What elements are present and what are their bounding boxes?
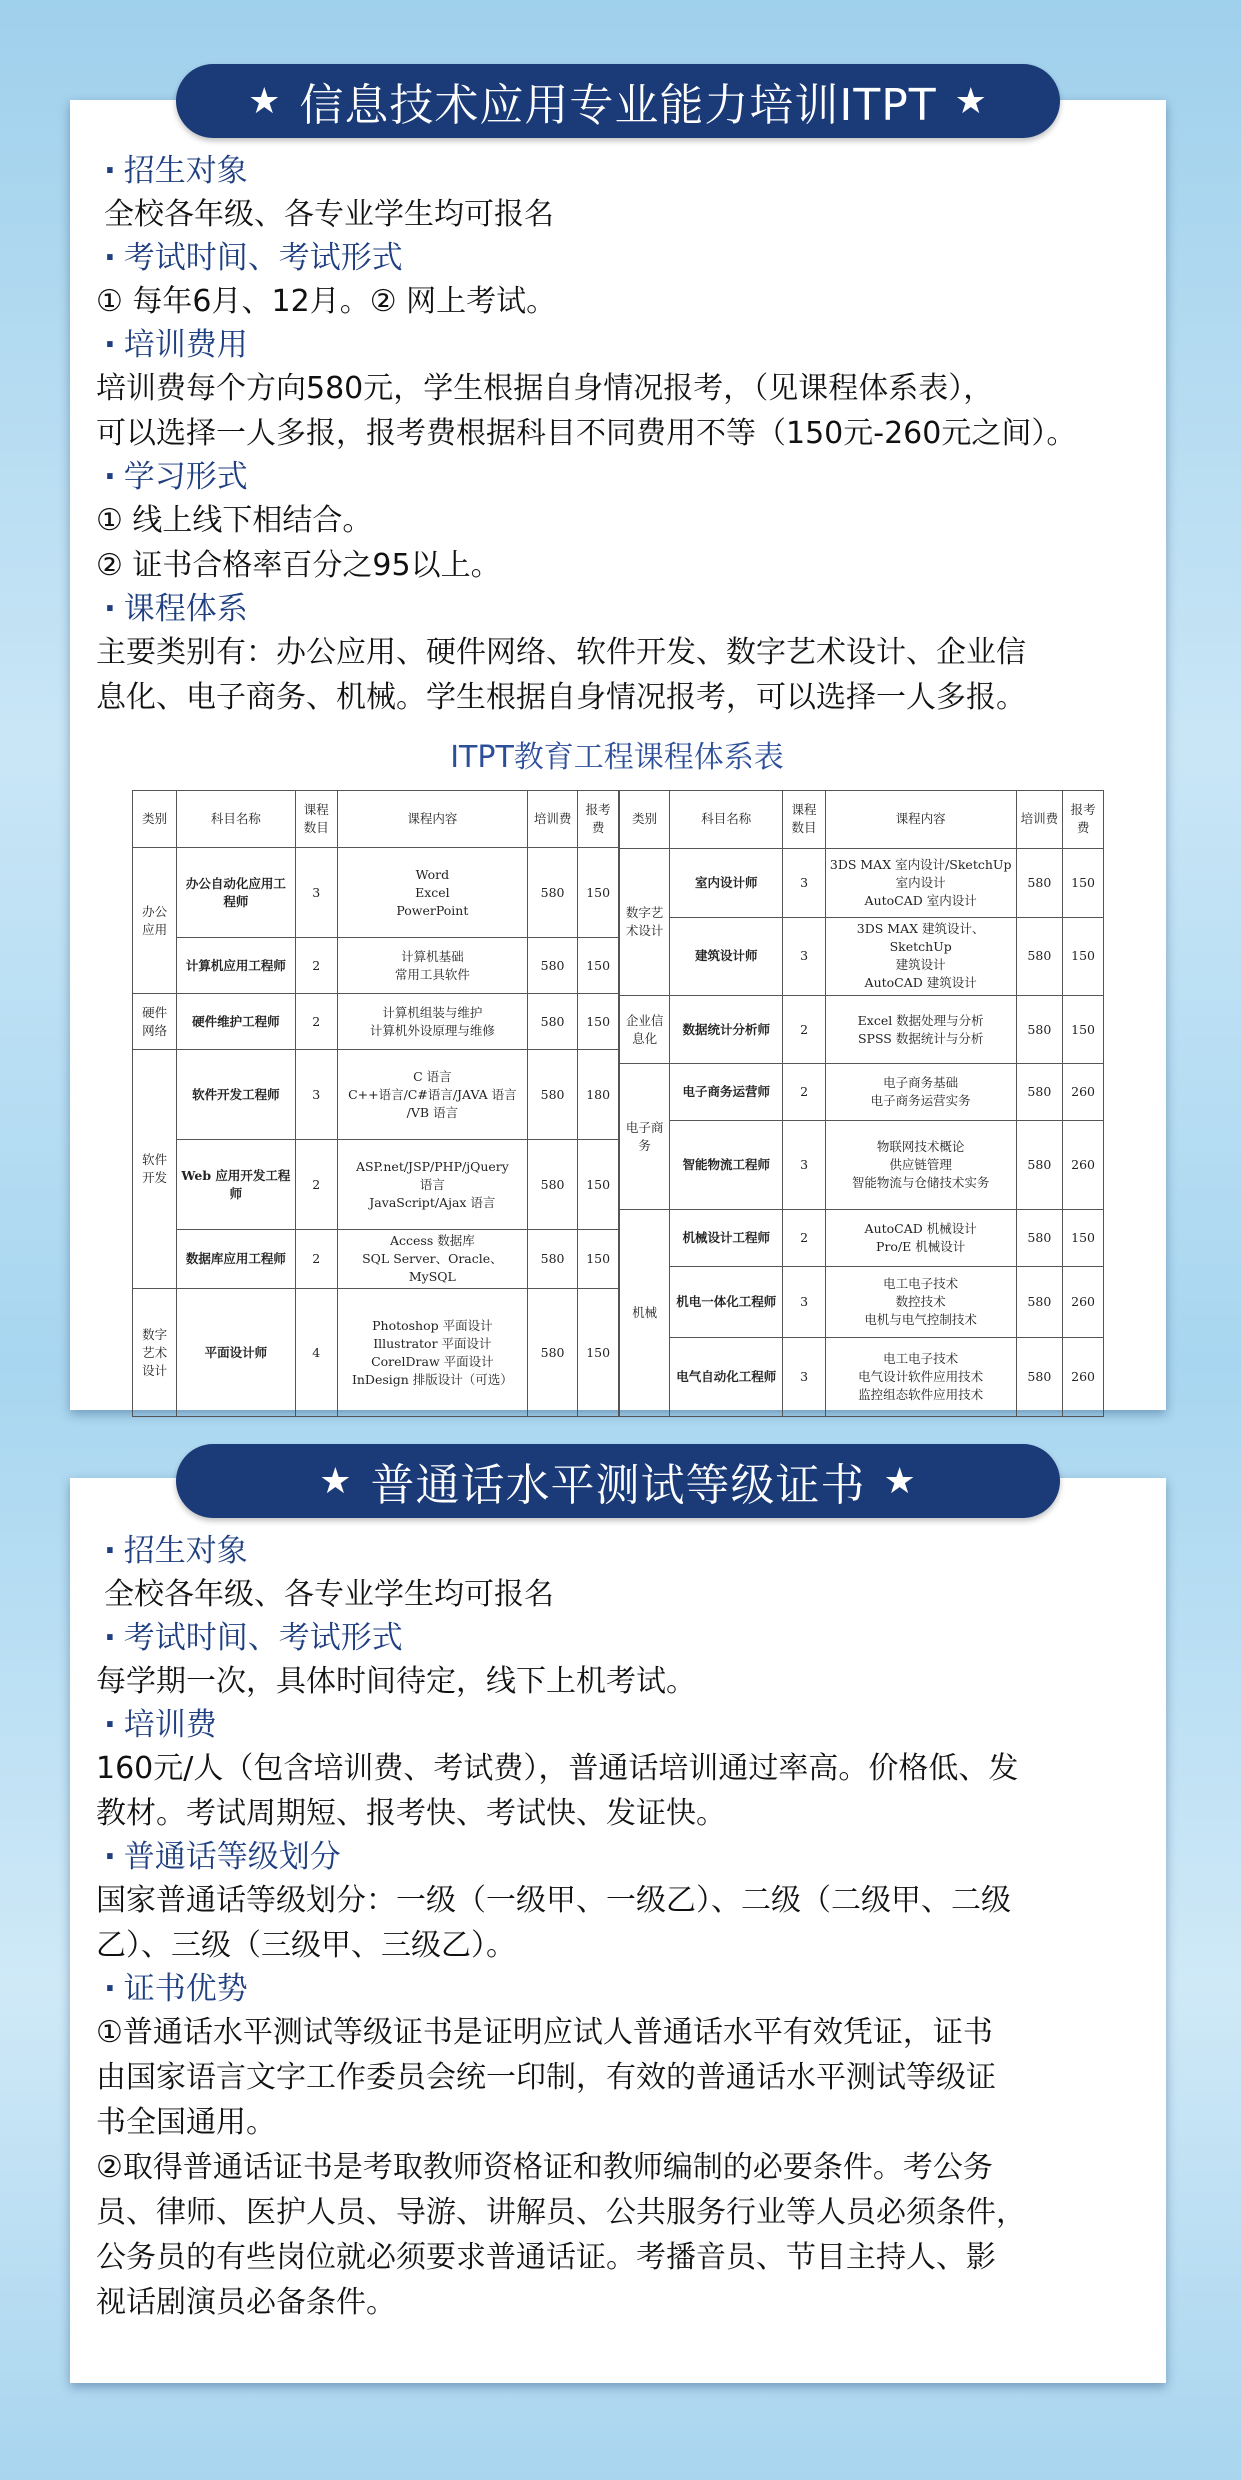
course-content-line: C++语言/C#语言/JAVA 语言 bbox=[348, 1086, 517, 1102]
section-heading: · 学习形式 bbox=[104, 456, 1138, 498]
course-name-cell: 智能物流工程师 bbox=[670, 1121, 783, 1210]
section-text-line: ① 线上线下相结合。 bbox=[96, 503, 373, 538]
section-text-line: ② 证书合格率百分之95以上。 bbox=[96, 548, 501, 583]
category-cell: 电子商务 bbox=[619, 1064, 669, 1210]
section-heading: · 招生对象 bbox=[104, 1530, 1138, 1572]
course-content-line: 电子商务基础 bbox=[883, 1075, 959, 1091]
course-name-cell: 电子商务运营师 bbox=[670, 1064, 783, 1121]
train-fee-cell: 580 bbox=[1016, 1210, 1063, 1267]
exam-fee-cell: 150 bbox=[578, 994, 619, 1050]
star-icon: ★ bbox=[883, 1460, 917, 1502]
table-row bbox=[619, 1267, 1103, 1338]
course-content-line: Illustrator 平面设计 bbox=[373, 1335, 492, 1351]
category-cell: 软件开发 bbox=[133, 1050, 177, 1289]
train-fee-cell: 580 bbox=[1016, 995, 1063, 1064]
itpt-banner bbox=[176, 64, 1060, 138]
course-content-line: 电工电子技术 bbox=[883, 1275, 959, 1291]
exam-fee-cell: 150 bbox=[578, 848, 619, 938]
course-content-line: 电气设计软件应用技术 bbox=[858, 1368, 984, 1384]
course-table-left bbox=[132, 790, 619, 1417]
putonghua-banner-title: 普通话水平测试等级证书 bbox=[370, 1460, 866, 1511]
course-content-cell bbox=[337, 994, 527, 1050]
exam-fee-cell: 260 bbox=[1063, 1337, 1104, 1416]
table-header-cell: 报考费 bbox=[1063, 791, 1104, 849]
table-header-cell: 类别 bbox=[133, 791, 177, 848]
itpt-items bbox=[96, 150, 1138, 720]
itpt-card bbox=[70, 100, 1166, 1410]
course-content-line: 建筑设计 bbox=[895, 957, 946, 973]
section-heading: · 培训费 bbox=[104, 1704, 1138, 1746]
course-content-cell bbox=[825, 1121, 1016, 1210]
train-fee-cell: 580 bbox=[527, 1050, 577, 1140]
course-content-line: 语言 bbox=[419, 1176, 445, 1192]
table-header-row bbox=[619, 791, 1103, 849]
section-text-line: 160元/人（包含培训费、考试费），普通话培训通过率高。价格低、发 bbox=[96, 1751, 1019, 1786]
course-name-cell: 办公自动化应用工程师 bbox=[177, 848, 295, 938]
course-count-cell: 3 bbox=[783, 917, 826, 995]
putonghua-items bbox=[96, 1530, 1138, 2325]
course-content-cell bbox=[825, 917, 1016, 995]
table-row bbox=[133, 848, 619, 938]
course-name-cell: 数据统计分析师 bbox=[670, 995, 783, 1064]
course-count-cell: 3 bbox=[295, 848, 337, 938]
category-cell: 机械 bbox=[619, 1210, 669, 1417]
course-content-line: AutoCAD 室内设计 bbox=[864, 892, 977, 908]
exam-fee-cell: 150 bbox=[578, 938, 619, 994]
course-content-cell bbox=[337, 1230, 527, 1289]
section-text-line: 主要类别有：办公应用、硬件网络、软件开发、数字艺术设计、企业信 bbox=[96, 635, 1026, 670]
section-text-line: 由国家语言文字工作委员会统一印制，有效的普通话水平测试等级证 bbox=[96, 2060, 996, 2095]
course-content-line: 常用工具软件 bbox=[394, 966, 470, 982]
course-content-line: 室内设计 bbox=[895, 874, 946, 890]
section-text-line: 教材。考试周期短、报考快、考试快、发证快。 bbox=[96, 1796, 726, 1831]
course-name-cell: 机电一体化工程师 bbox=[670, 1267, 783, 1338]
course-content-cell bbox=[337, 1050, 527, 1140]
table-row bbox=[619, 917, 1103, 995]
section-heading: · 培训费用 bbox=[104, 324, 1138, 366]
table-row bbox=[133, 1050, 619, 1140]
exam-fee-cell: 260 bbox=[1063, 1064, 1104, 1121]
course-content-cell bbox=[337, 848, 527, 938]
course-content-line: AutoCAD 机械设计 bbox=[864, 1221, 977, 1237]
table-header-cell: 课程数目 bbox=[295, 791, 337, 848]
section-heading: · 普通话等级划分 bbox=[104, 1836, 1138, 1878]
course-content-line: ASP.net/JSP/PHP/jQuery bbox=[355, 1158, 509, 1174]
train-fee-cell: 580 bbox=[527, 1289, 577, 1417]
table-header-cell: 科目名称 bbox=[670, 791, 783, 849]
exam-fee-cell: 150 bbox=[578, 1140, 619, 1230]
table-header-cell: 课程内容 bbox=[337, 791, 527, 848]
course-content-line: 3DS MAX 建筑设计、SketchUp bbox=[856, 921, 985, 955]
table-row bbox=[619, 1064, 1103, 1121]
course-name-cell: 计算机应用工程师 bbox=[177, 938, 295, 994]
course-content-line: Word bbox=[415, 866, 450, 882]
train-fee-cell: 580 bbox=[1016, 1064, 1063, 1121]
course-content-cell bbox=[825, 995, 1016, 1064]
section-text-line: 息化、电子商务、机械。学生根据自身情况报考，可以选择一人多报。 bbox=[96, 680, 1026, 715]
section-text-line: 乙）、三级（三级甲、三级乙）。 bbox=[96, 1928, 516, 1963]
category-cell: 办公应用 bbox=[133, 848, 177, 994]
course-name-cell: 数据库应用工程师 bbox=[177, 1230, 295, 1289]
course-content-line: SQL Server、Oracle、MySQL bbox=[362, 1251, 503, 1284]
section-text-line: 可以选择一人多报，报考费根据科目不同费用不等（150元-260元之间）。 bbox=[96, 416, 1077, 451]
category-cell: 数字艺术设计 bbox=[619, 848, 669, 995]
table-row bbox=[133, 1289, 619, 1417]
course-content-line: SPSS 数据统计与分析 bbox=[857, 1030, 984, 1046]
course-content-line: Excel 数据处理与分析 bbox=[857, 1012, 984, 1028]
exam-fee-cell: 150 bbox=[1063, 848, 1104, 917]
course-content-cell bbox=[337, 938, 527, 994]
table-row bbox=[619, 1210, 1103, 1267]
course-content-line: /VB 语言 bbox=[406, 1104, 459, 1120]
course-content-cell bbox=[825, 1064, 1016, 1121]
train-fee-cell: 580 bbox=[1016, 1267, 1063, 1338]
section-text-line: 书全国通用。 bbox=[96, 2105, 276, 2140]
table-header-cell: 培训费 bbox=[527, 791, 577, 848]
section-text-line: 国家普通话等级划分：一级（一级甲、一级乙）、二级（二级甲、二级 bbox=[96, 1883, 1011, 1918]
section-text-line: 视话剧演员必备条件。 bbox=[96, 2285, 396, 2320]
course-content-line: 智能物流与仓储技术实务 bbox=[851, 1175, 990, 1191]
section-heading: · 招生对象 bbox=[104, 150, 1138, 192]
table-row bbox=[133, 994, 619, 1050]
course-content-line: 物联网技术概论 bbox=[876, 1139, 965, 1155]
exam-fee-cell: 260 bbox=[1063, 1121, 1104, 1210]
section-text-line: 公务员的有些岗位就必须要求普通话证。考播音员、节目主持人、影 bbox=[96, 2240, 996, 2275]
train-fee-cell: 580 bbox=[527, 1140, 577, 1230]
section-text-line: 全校各年级、各专业学生均可报名 bbox=[104, 197, 554, 232]
putonghua-card bbox=[70, 1478, 1166, 2383]
category-cell: 硬件网络 bbox=[133, 994, 177, 1050]
course-content-line: JavaScript/Ajax 语言 bbox=[369, 1194, 496, 1210]
train-fee-cell: 580 bbox=[527, 1230, 577, 1289]
course-count-cell: 2 bbox=[783, 1064, 826, 1121]
section-heading: · 考试时间、考试形式 bbox=[104, 237, 1138, 279]
table-header-cell: 报考费 bbox=[578, 791, 619, 848]
course-count-cell: 2 bbox=[295, 994, 337, 1050]
section-heading: · 考试时间、考试形式 bbox=[104, 1617, 1138, 1659]
course-count-cell: 4 bbox=[295, 1289, 337, 1417]
course-content-line: Excel bbox=[415, 884, 450, 900]
section-text-line: ①普通话水平测试等级证书是证明应试人普通话水平有效凭证，证书 bbox=[96, 2015, 993, 2050]
table-header-row bbox=[133, 791, 619, 848]
section-text-line: ②取得普通话证书是考取教师资格证和教师编制的必要条件。考公务 bbox=[96, 2150, 993, 2185]
course-content-line: AutoCAD 建筑设计 bbox=[864, 975, 977, 991]
course-content-line: Access 数据库 bbox=[390, 1233, 475, 1248]
train-fee-cell: 580 bbox=[527, 938, 577, 994]
table-row bbox=[133, 1230, 619, 1289]
table-row bbox=[133, 1140, 619, 1230]
section-text-line: 员、律师、医护人员、导游、讲解员、公共服务行业等人员必须条件， bbox=[96, 2195, 1026, 2230]
train-fee-cell: 580 bbox=[527, 994, 577, 1050]
course-name-cell: 建筑设计师 bbox=[670, 917, 783, 995]
category-cell: 企业信息化 bbox=[619, 995, 669, 1064]
itpt-banner-title: 信息技术应用专业能力培训ITPT bbox=[299, 80, 937, 131]
exam-fee-cell: 180 bbox=[578, 1050, 619, 1140]
course-content-line: 供应链管理 bbox=[889, 1157, 952, 1173]
star-icon: ★ bbox=[248, 80, 282, 122]
course-content-line: 计算机外设原理与维修 bbox=[369, 1022, 495, 1038]
course-name-cell: 机械设计工程师 bbox=[670, 1210, 783, 1267]
table-title: ITPT教育工程课程体系表 bbox=[450, 740, 784, 775]
course-count-cell: 2 bbox=[295, 1140, 337, 1230]
table-row bbox=[619, 1121, 1103, 1210]
course-count-cell: 3 bbox=[783, 1337, 826, 1416]
course-count-cell: 3 bbox=[295, 1050, 337, 1140]
course-count-cell: 2 bbox=[783, 1210, 826, 1267]
table-row bbox=[133, 938, 619, 994]
table-row bbox=[619, 848, 1103, 917]
table-header-cell: 课程内容 bbox=[825, 791, 1016, 849]
course-content-line: 3DS MAX 室内设计/SketchUp bbox=[829, 856, 1012, 872]
course-name-cell: 室内设计师 bbox=[670, 848, 783, 917]
course-content-line: 电子商务运营实务 bbox=[870, 1093, 971, 1109]
course-content-line: 计算机组装与维护 bbox=[382, 1004, 483, 1020]
section-text-line: ① 每年6月、12月。② 网上考试。 bbox=[96, 284, 557, 319]
exam-fee-cell: 150 bbox=[1063, 995, 1104, 1064]
course-content-line: CorelDraw 平面设计 bbox=[371, 1353, 494, 1369]
course-content-line: PowerPoint bbox=[396, 902, 469, 918]
course-content-line: 监控组态软件应用技术 bbox=[858, 1386, 984, 1402]
section-text-line: 全校各年级、各专业学生均可报名 bbox=[104, 1577, 554, 1612]
putonghua-banner bbox=[176, 1444, 1060, 1518]
section-heading: · 证书优势 bbox=[104, 1968, 1138, 2010]
course-tables bbox=[96, 790, 1138, 1417]
course-content-line: 计算机基础 bbox=[401, 948, 464, 964]
star-icon: ★ bbox=[319, 1460, 353, 1502]
category-cell: 数字艺术设计 bbox=[133, 1289, 177, 1417]
table-row bbox=[619, 1337, 1103, 1416]
exam-fee-cell: 260 bbox=[1063, 1267, 1104, 1338]
course-content-cell bbox=[337, 1140, 527, 1230]
table-row bbox=[619, 995, 1103, 1064]
course-name-cell: 软件开发工程师 bbox=[177, 1050, 295, 1140]
course-content-line: 电工电子技术 bbox=[883, 1350, 959, 1366]
section-text-line: 培训费每个方向580元，学生根据自身情况报考，（见课程体系表）， bbox=[96, 371, 994, 406]
exam-fee-cell: 150 bbox=[1063, 917, 1104, 995]
course-content-line: 数控技术 bbox=[895, 1293, 946, 1309]
course-content-line: Pro/E 机械设计 bbox=[876, 1239, 966, 1255]
exam-fee-cell: 150 bbox=[1063, 1210, 1104, 1267]
exam-fee-cell: 150 bbox=[578, 1289, 619, 1417]
train-fee-cell: 580 bbox=[527, 848, 577, 938]
table-header-cell: 类别 bbox=[619, 791, 669, 849]
course-content-line: Photoshop 平面设计 bbox=[372, 1317, 493, 1333]
course-table-right bbox=[619, 790, 1104, 1417]
course-content-line: 电机与电气控制技术 bbox=[864, 1311, 977, 1327]
train-fee-cell: 580 bbox=[1016, 848, 1063, 917]
course-content-cell bbox=[825, 848, 1016, 917]
table-header-cell: 课程数目 bbox=[783, 791, 826, 849]
course-count-cell: 3 bbox=[783, 848, 826, 917]
course-name-cell: 硬件维护工程师 bbox=[177, 994, 295, 1050]
table-header-cell: 培训费 bbox=[1016, 791, 1063, 849]
course-content-line: InDesign 排版设计（可选） bbox=[351, 1371, 513, 1387]
course-count-cell: 2 bbox=[295, 1230, 337, 1289]
course-name-cell: Web 应用开发工程师 bbox=[177, 1140, 295, 1230]
course-content-line: C 语言 bbox=[413, 1068, 452, 1084]
exam-fee-cell: 150 bbox=[578, 1230, 619, 1289]
train-fee-cell: 580 bbox=[1016, 917, 1063, 995]
star-icon: ★ bbox=[954, 80, 988, 122]
section-text-line: 每学期一次，具体时间待定，线下上机考试。 bbox=[96, 1664, 696, 1699]
course-count-cell: 3 bbox=[783, 1267, 826, 1338]
course-count-cell: 2 bbox=[783, 995, 826, 1064]
course-count-cell: 2 bbox=[295, 938, 337, 994]
course-name-cell: 电气自动化工程师 bbox=[670, 1337, 783, 1416]
train-fee-cell: 580 bbox=[1016, 1121, 1063, 1210]
course-content-cell bbox=[825, 1210, 1016, 1267]
table-header-cell: 科目名称 bbox=[177, 791, 295, 848]
course-count-cell: 3 bbox=[783, 1121, 826, 1210]
course-content-cell bbox=[337, 1289, 527, 1417]
train-fee-cell: 580 bbox=[1016, 1337, 1063, 1416]
section-heading: · 课程体系 bbox=[104, 588, 1138, 630]
course-content-cell bbox=[825, 1267, 1016, 1338]
course-content-cell bbox=[825, 1337, 1016, 1416]
course-name-cell: 平面设计师 bbox=[177, 1289, 295, 1417]
